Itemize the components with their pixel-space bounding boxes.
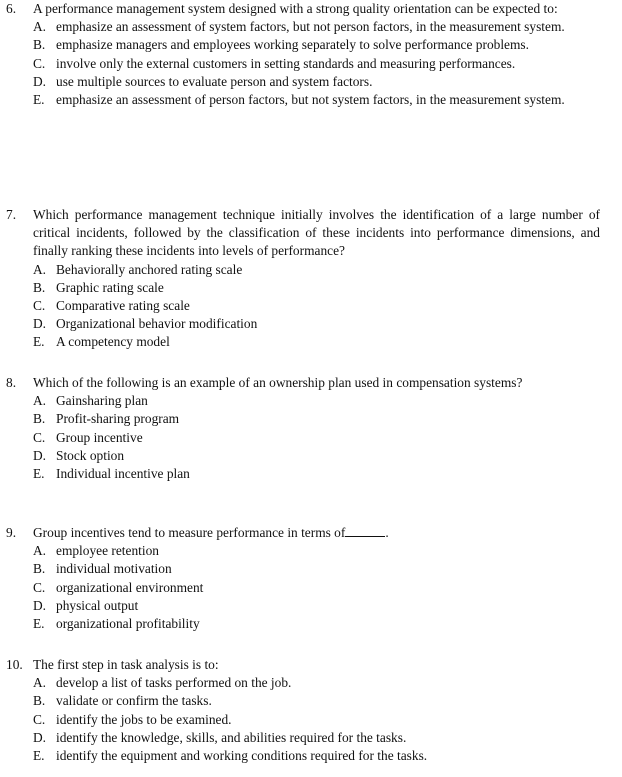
option-text: identify the jobs to be examined. bbox=[56, 711, 232, 727]
option-e[interactable] bbox=[0, 465, 600, 483]
option-text: employee retention bbox=[56, 543, 159, 559]
option-list bbox=[0, 392, 600, 483]
option-list bbox=[0, 18, 600, 109]
option-text: involve only the external customers in setting standards and measuring performances. bbox=[56, 55, 516, 71]
question-text-wrapper bbox=[33, 524, 600, 542]
option-letter: A. bbox=[33, 543, 47, 559]
option-text: emphasize an assessment of system factors, but not person factors, in the measurement system. bbox=[56, 19, 565, 35]
option-c[interactable] bbox=[0, 579, 600, 597]
option-letter: E. bbox=[33, 466, 45, 482]
option-a[interactable] bbox=[0, 392, 600, 410]
question-number: 9. bbox=[6, 525, 17, 540]
option-a[interactable] bbox=[0, 674, 600, 692]
option-c[interactable] bbox=[0, 297, 600, 315]
question-9 bbox=[0, 524, 600, 633]
option-c[interactable] bbox=[0, 711, 600, 729]
option-letter: E. bbox=[33, 92, 45, 108]
option-letter: C. bbox=[33, 429, 46, 445]
option-text: emphasize an assessment of person factors, but not system factors, in the measurement system. bbox=[56, 92, 565, 108]
question-text: The first step in task analysis is to: bbox=[33, 657, 219, 672]
option-letter: C. bbox=[33, 711, 46, 727]
option-text: Behaviorally anchored rating scale bbox=[56, 261, 243, 277]
question-number: 6. bbox=[6, 1, 17, 16]
option-letter: B. bbox=[33, 561, 46, 577]
option-text: identify the knowledge, skills, and abilities required for the tasks. bbox=[56, 729, 407, 745]
question-text: A performance management system designed with a strong quality orientation can be expected to: bbox=[33, 1, 558, 16]
option-a[interactable] bbox=[0, 261, 600, 279]
option-b[interactable] bbox=[0, 692, 600, 710]
option-letter: A. bbox=[33, 675, 47, 691]
question-8 bbox=[0, 374, 600, 483]
option-e[interactable] bbox=[0, 615, 600, 633]
question-text-end: . bbox=[385, 525, 389, 540]
option-b[interactable] bbox=[0, 36, 600, 54]
option-letter: D. bbox=[33, 447, 47, 463]
option-text: Stock option bbox=[56, 447, 125, 463]
option-b[interactable] bbox=[0, 410, 600, 428]
option-text: A competency model bbox=[56, 334, 170, 350]
option-text: individual motivation bbox=[56, 561, 172, 577]
option-d[interactable] bbox=[0, 729, 600, 747]
option-letter: C. bbox=[33, 579, 46, 595]
option-letter: B. bbox=[33, 693, 46, 709]
option-a[interactable] bbox=[0, 18, 600, 36]
option-list bbox=[0, 542, 600, 633]
option-d[interactable] bbox=[0, 597, 600, 615]
question-7 bbox=[0, 206, 600, 352]
option-text: organizational profitability bbox=[56, 616, 200, 632]
option-b[interactable] bbox=[0, 279, 600, 297]
option-text: emphasize managers and employees working separately to solve performance problems. bbox=[56, 37, 529, 53]
option-list bbox=[0, 674, 600, 765]
question-number: 10. bbox=[6, 657, 23, 672]
option-text: use multiple sources to evaluate person and system factors. bbox=[56, 73, 373, 89]
option-d[interactable] bbox=[0, 73, 600, 91]
option-text: identify the equipment and working conditions required for the tasks. bbox=[56, 748, 428, 764]
option-d[interactable] bbox=[0, 447, 600, 465]
option-text: organizational environment bbox=[56, 579, 204, 595]
question-text: Which of the following is an example of an ownership plan used in compensation systems? bbox=[33, 375, 523, 390]
option-text: develop a list of tasks performed on the job. bbox=[56, 675, 292, 691]
question-text: Group incentives tend to measure performance in terms of bbox=[33, 525, 346, 540]
option-letter: A. bbox=[33, 393, 47, 409]
option-letter: D. bbox=[33, 729, 47, 745]
option-text: Comparative rating scale bbox=[56, 298, 190, 314]
option-text: Group incentive bbox=[56, 429, 143, 445]
question-6 bbox=[0, 0, 600, 109]
option-letter: E. bbox=[33, 616, 45, 632]
option-list bbox=[0, 261, 600, 352]
option-text: Graphic rating scale bbox=[56, 279, 164, 295]
option-letter: C. bbox=[33, 298, 46, 314]
option-letter: B. bbox=[33, 279, 46, 295]
question-number: 8. bbox=[6, 375, 17, 390]
option-text: validate or confirm the tasks. bbox=[56, 693, 212, 709]
option-e[interactable] bbox=[0, 747, 600, 765]
option-e[interactable] bbox=[0, 333, 600, 351]
option-e[interactable] bbox=[0, 91, 600, 109]
option-text: Gainsharing plan bbox=[56, 393, 148, 409]
question-number: 7. bbox=[6, 207, 17, 222]
option-text: Profit-sharing program bbox=[56, 411, 180, 427]
question-10 bbox=[0, 656, 600, 765]
option-c[interactable] bbox=[0, 55, 600, 73]
option-b[interactable] bbox=[0, 560, 600, 578]
option-d[interactable] bbox=[0, 315, 600, 333]
option-letter: D. bbox=[33, 597, 47, 613]
option-letter: B. bbox=[33, 411, 46, 427]
option-letter: D. bbox=[33, 73, 47, 89]
answer-blank bbox=[345, 525, 385, 537]
option-letter: E. bbox=[33, 748, 45, 764]
option-text: Organizational behavior modification bbox=[56, 316, 258, 332]
option-a[interactable] bbox=[0, 542, 600, 560]
option-letter: C. bbox=[33, 55, 46, 71]
option-text: Individual incentive plan bbox=[56, 466, 190, 482]
option-letter: A. bbox=[33, 261, 47, 277]
option-letter: E. bbox=[33, 334, 45, 350]
question-text: Which performance management technique initially involves the identification of a large number of critical incidents, followed by the classification of these incidents into performance dimensions, and finally ranking these incidents into levels of performance? bbox=[33, 207, 600, 259]
option-letter: B. bbox=[33, 37, 46, 53]
option-c[interactable] bbox=[0, 429, 600, 447]
option-letter: A. bbox=[33, 19, 47, 35]
option-letter: D. bbox=[33, 316, 47, 332]
option-text: physical output bbox=[56, 597, 139, 613]
